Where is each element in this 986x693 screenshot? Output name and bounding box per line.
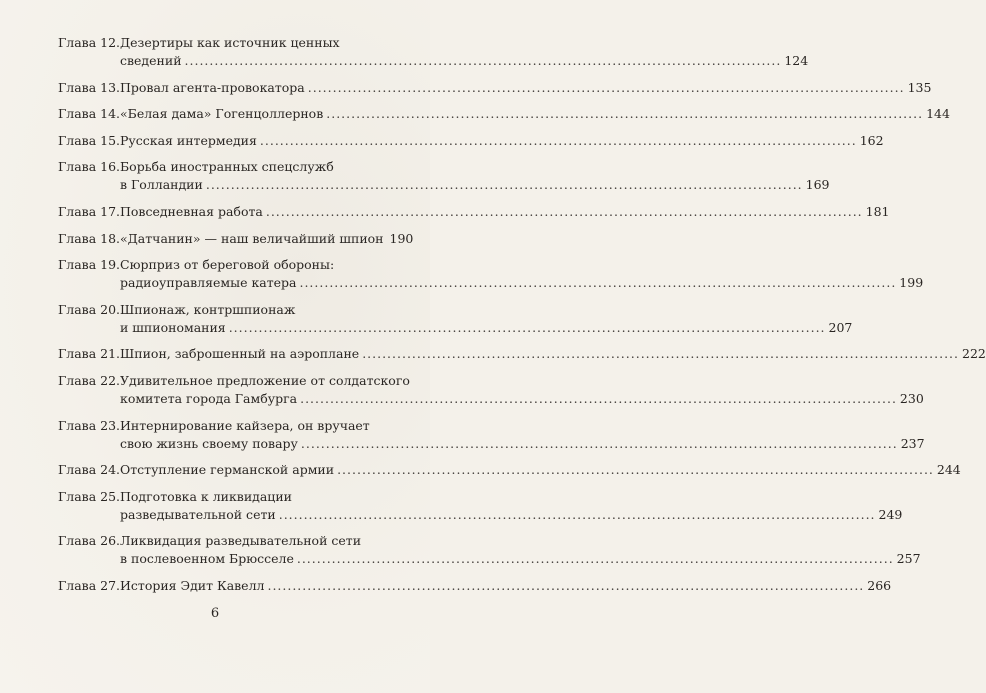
dot-leader: ........................................................................................................................ <box>326 106 924 122</box>
chapter-page-number: 199 <box>899 275 924 291</box>
chapter-label: Глава 20. <box>58 301 121 317</box>
chapter-body <box>120 488 903 524</box>
chapter-title-line: Провал агента-провокатора <box>120 79 305 95</box>
chapter-page-number: 190 <box>389 230 414 246</box>
chapter-final-line <box>120 105 950 123</box>
chapter-title-line: Русская интермедия <box>120 132 257 148</box>
chapter-final-line <box>120 319 853 337</box>
chapter-page-number: 124 <box>784 53 809 68</box>
chapter-page-number: 244 <box>936 462 961 478</box>
chapter-final-line <box>120 461 961 479</box>
chapter-body <box>120 301 853 337</box>
chapter-label: Глава 23. <box>58 417 121 433</box>
chapter-final-line <box>120 390 924 408</box>
chapter-final-line <box>120 79 932 97</box>
chapter-final-line <box>120 176 830 194</box>
chapter-final-line <box>120 577 892 595</box>
toc-entry <box>58 132 884 150</box>
toc-entry <box>58 105 950 123</box>
chapter-label: Глава 24. <box>58 462 121 478</box>
toc-entry <box>58 461 961 479</box>
chapter-body <box>120 158 830 194</box>
chapter-label: Глава 12. <box>58 35 121 50</box>
toc-entry <box>58 203 890 221</box>
chapter-title-line: Сюрприз от береговой обороны: <box>120 257 335 273</box>
chapter-body <box>120 256 924 292</box>
chapter-title-line: Шпион, заброшенный на аэроплане <box>120 346 360 362</box>
chapter-final-line <box>120 345 986 363</box>
toc-entry <box>58 79 932 97</box>
dot-leader: ........................................................................................................................ <box>300 390 897 406</box>
chapter-title-line: радиоуправляемые катера <box>120 275 297 291</box>
dot-leader: ........................................................................................................................ <box>307 79 905 95</box>
chapter-final-line <box>120 435 925 453</box>
chapter-title-line: Подготовка к ликвидации <box>120 488 293 504</box>
chapter-title-line: Борьба иностранных спецслужб <box>120 159 334 175</box>
chapter-body <box>120 230 414 248</box>
dot-leader: ........................................................................................................................ <box>300 435 898 451</box>
chapter-title-line: «Датчанин» — наш величайший шпион <box>120 230 384 246</box>
chapter-body <box>120 417 925 453</box>
chapter-title-line: Повседневная работа <box>120 203 263 219</box>
chapter-label: Глава 21. <box>58 346 121 362</box>
chapter-label: Глава 16. <box>58 159 121 175</box>
chapter-title-line: Отступление германской армии <box>120 462 335 478</box>
chapter-page-number: 181 <box>865 203 890 219</box>
chapter-final-line <box>120 230 414 248</box>
table-of-contents <box>58 34 986 604</box>
dot-leader: ........................................................................................................................ <box>337 462 934 478</box>
dot-leader: ........................................................................................................................ <box>362 346 959 362</box>
chapter-final-line <box>120 506 903 524</box>
chapter-page-number: 135 <box>907 79 932 95</box>
toc-entry <box>58 577 892 595</box>
chapter-page-number: 162 <box>859 132 884 148</box>
toc-entry <box>58 532 921 568</box>
chapter-body <box>120 34 809 70</box>
chapter-page-number: 257 <box>896 551 921 567</box>
chapter-title-line: Шпионаж, контршпионаж <box>120 301 296 317</box>
chapter-title-line: сведений <box>120 53 182 68</box>
chapter-title-line: и шпиономания <box>120 319 226 335</box>
chapter-title-line: в послевоенном Брюсселе <box>120 551 294 567</box>
chapter-label: Глава 13. <box>58 79 121 95</box>
toc-entry <box>58 372 924 408</box>
toc-entry <box>58 345 986 363</box>
toc-entry <box>58 256 924 292</box>
chapter-label: Глава 18. <box>58 230 121 246</box>
chapter-page-number: 169 <box>805 177 830 193</box>
toc-entry <box>58 158 830 194</box>
chapter-title-line: Ликвидация разведывательной сети <box>120 533 362 549</box>
chapter-body <box>120 203 890 221</box>
dot-leader: ........................................................................................................................ <box>259 132 857 148</box>
chapter-body <box>120 577 892 595</box>
chapter-label: Глава 25. <box>58 488 121 504</box>
chapter-label: Глава 26. <box>58 533 121 549</box>
page-number: 6 <box>210 606 220 621</box>
chapter-final-line <box>120 274 924 292</box>
chapter-label: Глава 15. <box>58 132 121 148</box>
chapter-body <box>120 345 986 363</box>
dot-leader: ........................................................................................................................ <box>184 53 782 68</box>
chapter-page-number: 144 <box>926 106 950 122</box>
chapter-label: Глава 27. <box>58 577 121 593</box>
toc-entry <box>58 230 414 248</box>
chapter-label: Глава 17. <box>58 203 121 219</box>
toc-entry <box>58 417 925 453</box>
chapter-page-number: 266 <box>867 577 892 593</box>
chapter-page-number: 230 <box>899 390 924 406</box>
chapter-title-line: разведывательной сети <box>120 506 276 522</box>
dot-leader: ........................................................................................................................ <box>299 275 897 291</box>
dot-leader: ........................................................................................................................ <box>228 319 826 335</box>
chapter-title-line: Удивительное предложение от солдатского <box>120 372 410 388</box>
dot-leader: ........................................................................................................................ <box>265 203 863 219</box>
chapter-final-line <box>120 203 890 221</box>
toc-entry <box>58 488 903 524</box>
dot-leader: ........................................................................................................................ <box>205 177 803 193</box>
chapter-body <box>120 132 884 150</box>
chapter-body <box>120 79 932 97</box>
chapter-title-line: «Белая дама» Гогенцоллернов <box>120 106 324 122</box>
chapter-body <box>120 532 921 568</box>
dot-leader: ........................................................................................................................ <box>296 551 894 567</box>
chapter-label: Глава 14. <box>58 106 121 122</box>
chapter-body <box>120 372 924 408</box>
chapter-final-line <box>120 52 809 70</box>
chapter-page-number: 207 <box>828 319 853 335</box>
chapter-title-line: История Эдит Кавелл <box>120 577 265 593</box>
chapter-label: Глава 19. <box>58 257 121 273</box>
chapter-body <box>120 461 961 479</box>
chapter-page-number: 237 <box>900 435 925 451</box>
dot-leader: ........................................................................................................................ <box>267 577 865 593</box>
toc-entry <box>58 34 809 70</box>
chapter-body <box>120 105 950 123</box>
chapter-page-number: 249 <box>878 506 903 522</box>
chapter-final-line <box>120 132 884 150</box>
chapter-title-line: комитета города Гамбурга <box>120 390 298 406</box>
chapter-title-line: в Голландии <box>120 177 203 193</box>
chapter-title-line: свою жизнь своему повару <box>120 435 298 451</box>
chapter-label: Глава 22. <box>58 372 121 388</box>
chapter-page-number: 222 <box>962 346 986 362</box>
dot-leader: ........................................................................................................................ <box>278 506 876 522</box>
chapter-final-line <box>120 550 921 568</box>
chapter-title-line: Дезертиры как источник ценных <box>120 35 340 50</box>
toc-entry <box>58 301 853 337</box>
chapter-title-line: Интернирование кайзера, он вручает <box>120 417 370 433</box>
